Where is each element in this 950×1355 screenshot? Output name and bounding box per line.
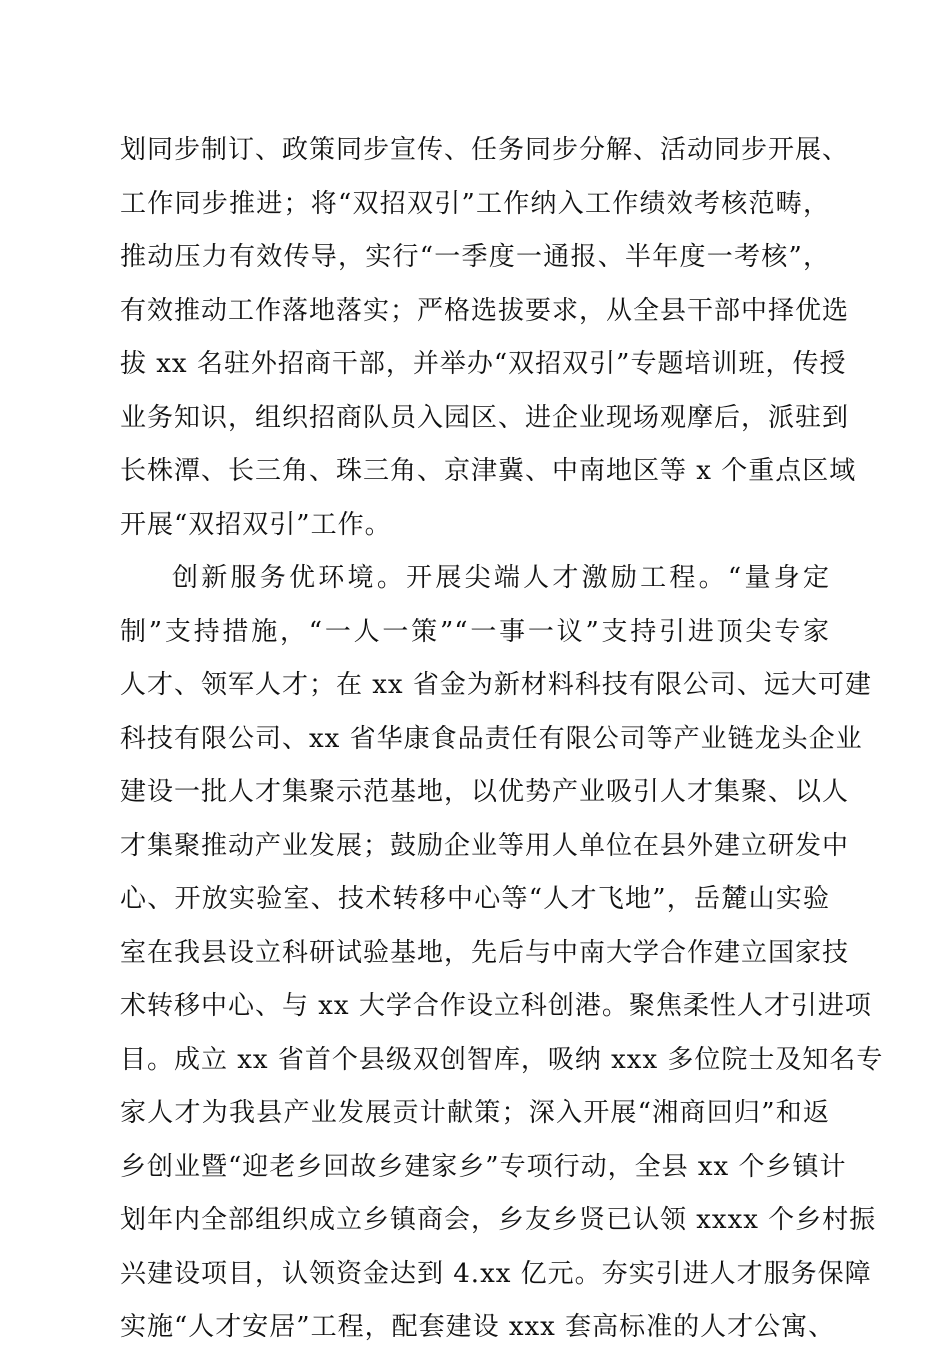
text-line: 心、开放实验室、技术转移中心等“人才飞地”，岳麓山实验	[120, 884, 830, 914]
text-line: 推动压力有效传导，实行“一季度一通报、半年度一考核”，	[120, 242, 830, 272]
text-line: 实施“人才安居”工程，配套建设 xxx 套高标准的人才公寓、	[120, 1312, 836, 1342]
text-line: 划同步制订、政策同步宣传、任务同步分解、活动同步开展、	[120, 135, 850, 165]
document-body	[120, 124, 884, 1355]
text-line: 有效推动工作落地落实；严格选拔要求，从全县干部中择优选	[120, 295, 850, 326]
text-line: 兴建设项目，认领资金达到 4.xx 亿元。夯实引进人才服务保障	[120, 1258, 872, 1289]
text-line: 划年内全部组织成立乡镇商会，乡友乡贤已认领 xxxx 个乡村振	[120, 1205, 877, 1235]
text-line: 拔 xx 名驻外招商干部，并举办“双招双引”专题培训班，传授	[120, 349, 847, 379]
text-line: 室在我县设立科研试验基地，先后与中南大学合作建立国家技	[120, 937, 850, 968]
text-line: 目。成立 xx 省首个县级双创智库，吸纳 xxx 多位院士及知名专	[120, 1044, 884, 1075]
text-line: 建设一批人才集聚示范基地，以优势产业吸引人才集聚、以人	[120, 777, 850, 807]
paragraph-1	[120, 124, 857, 552]
text-line: 科技有限公司、xx 省华康食品责任有限公司等产业链龙头企业	[120, 723, 863, 754]
text-line: 家人才为我县产业发展贡计献策；深入开展“湘商回归”和返	[120, 1098, 830, 1128]
text-line: 才集聚推动产业发展；鼓励企业等用人单位在县外建立研发中	[120, 830, 850, 861]
text-line: 业务知识，组织招商队员入园区、进企业现场观摩后，派驻到	[120, 402, 850, 433]
paragraph-2	[120, 552, 884, 1355]
text-line: 长株潭、长三角、珠三角、京津冀、中南地区等 x 个重点区域	[120, 456, 857, 486]
text-line: 人才、领军人才；在 xx 省金为新材料科技有限公司、远大可建	[120, 670, 872, 700]
text-line: 制”支持措施，“一人一策”“一事一议”支持引进顶尖专家	[120, 616, 830, 647]
text-line: 开展“双招双引”工作。	[120, 509, 392, 540]
text-line: 术转移中心、与 xx 大学合作设立科创港。聚焦柔性人才引进项	[120, 991, 872, 1021]
text-line: 乡创业暨“迎老乡回故乡建家乡”专项行动，全县 xx 个乡镇计	[120, 1151, 847, 1182]
text-line: 创新服务优环境。开展尖端人才激励工程。“量身定	[172, 563, 830, 593]
text-line: 工作同步推进；将“双招双引”工作纳入工作绩效考核范畴，	[120, 188, 830, 219]
